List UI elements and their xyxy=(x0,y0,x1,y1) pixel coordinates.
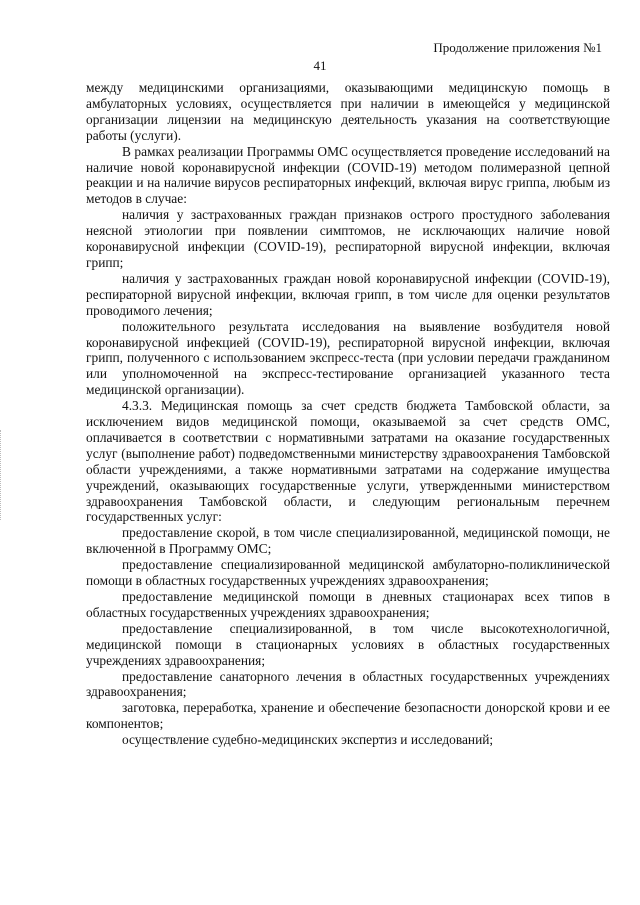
list-item-sanatorium: предоставление санаторного лечения в областных государственных учреждениях здравоохранения; xyxy=(86,668,610,700)
document-body xyxy=(86,80,610,748)
list-item-donor-blood: заготовка, переработка, хранение и обеспечение безопасности донорской крови и ее компонентов; xyxy=(86,700,610,732)
appendix-continuation-note: Продолжение приложения №1 xyxy=(433,40,602,55)
section-4-3-3: 4.3.3. Медицинская помощь за счет средств бюджета Тамбовской области, за исключением видов медицинской помощи, оказываемой за счет средств ОМС, оплачивается в соответствии с нормативными затратами на оказание государственных услуг (выполнение работ) подведомственными министерству здравоохранения Тамбовской области учреждениями, а также нормативными затратами на содержание имущества учреждений, оказывающих государственные услуги, утвержденными министерством здравоохранения Тамбовской области, и следующим региональным перечнем государственных услуг: xyxy=(86,398,610,525)
list-item-outpatient: предоставление специализированной медицинской амбулаторно-поликлинической помощи в областных государственных учреждениях здравоохранения; xyxy=(86,557,610,589)
paragraph-continuation: между медицинскими организациями, оказывающими медицинскую помощь в амбулаторных условиях, осуществляется при наличии в имеющейся у медицинской организации лицензии на медицинскую деятельность указания на соответствующие работы (услуги). xyxy=(86,80,610,143)
list-item-express-test: положительного результата исследования на выявление возбудителя новой коронавирусной инфекцией (COVID-19), респираторной вирусной инфекции, включая грипп, полученного с использованием экспресс-теста (при условии передачи гражданином или уполномоченной на экспресс-тестирование организацией указанного теста медицинской организации). xyxy=(86,318,610,398)
list-item-symptoms: наличия у застрахованных граждан признаков острого простудного заболевания неясной этиологии при появлении симптомов, не исключающих наличие новой коронавирусной инфекции (COVID-19), респираторной вирусной инфекции, включая грипп; xyxy=(86,207,610,270)
list-item-ambulance: предоставление скорой, в том числе специализированной, медицинской помощи, не включенной в Программу ОМС; xyxy=(86,525,610,557)
list-item-day-hospital: предоставление медицинской помощи в дневных стационарах всех типов в областных государственных учреждениях здравоохранения; xyxy=(86,589,610,620)
margin-scan-mark xyxy=(0,430,5,520)
list-item-infection: наличия у застрахованных граждан новой коронавирусной инфекции (COVID-19), респираторной вирусной инфекции, включая грипп, в том числе для оценки результатов проводимого лечения; xyxy=(86,270,610,318)
paragraph-oms-testing: В рамках реализации Программы ОМС осуществляется проведение исследований на наличие новой коронавирусной инфекции (COVID-19) методом полимеразной цепной реакции и на наличие вирусов респираторных инфекций, включая вирус гриппа, любым из методов в случае: xyxy=(86,143,610,207)
page-number: 41 xyxy=(313,58,327,73)
list-item-inpatient: предоставление специализированной, в том числе высокотехнологичной, медицинской помощи в стационарных условиях в областных государственных учреждениях здравоохранения; xyxy=(86,620,610,668)
list-item-forensic: осуществление судебно-медицинских экспертиз и исследований; xyxy=(122,732,494,748)
